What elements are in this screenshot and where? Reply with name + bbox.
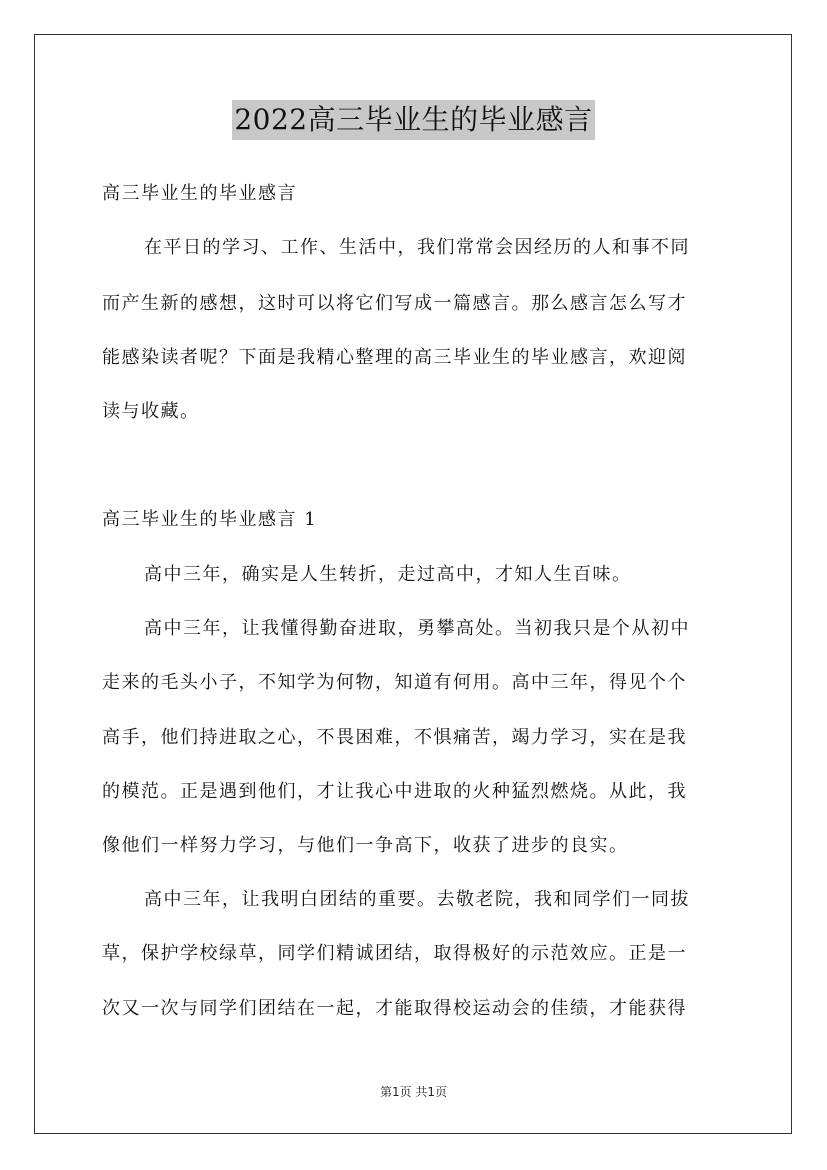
- document-title: 2022高三毕业生的毕业感言: [232, 100, 594, 140]
- paragraph-line: 高手，他们持进取之心，不畏困难，不惧痛苦，竭力学习，实在是我: [102, 727, 687, 748]
- intro-line: 能感染读者呢？下面是我精心整理的高三毕业生的毕业感言，欢迎阅: [102, 347, 687, 368]
- paragraph-line: 次又一次与同学们团结在一起，才能取得校运动会的佳绩，才能获得: [102, 998, 687, 1019]
- section-heading: 高三毕业生的毕业感言: [102, 183, 297, 204]
- intro-line: 读与收藏。: [102, 401, 200, 422]
- section-heading: 高三毕业生的毕业感言 1: [102, 509, 318, 530]
- intro-line: 而产生新的感想，这时可以将它们写成一篇感言。那么感言怎么写才: [102, 293, 687, 314]
- title-container: [0, 100, 827, 140]
- paragraph-line: 走来的毛头小子，不知学为何物，知道有何用。高中三年，得见个个: [102, 672, 687, 693]
- paragraph-line: 高中三年，确实是人生转折，走过高中，才知人生百味。: [144, 564, 632, 585]
- paragraph-line: 高中三年，让我明白团结的重要。去敬老院，我和同学们一同拔: [144, 889, 690, 910]
- paragraph-line: 像他们一样努力学习，与他们一争高下，收获了进步的良实。: [102, 835, 629, 856]
- intro-line: 在平日的学习、工作、生活中，我们常常会因经历的人和事不同: [144, 237, 690, 258]
- paragraph-line: 高中三年，让我懂得勤奋进取，勇攀高处。当初我只是个从初中: [144, 618, 690, 639]
- paragraph-line: 草，保护学校绿草，同学们精诚团结，取得极好的示范效应。正是一: [102, 943, 687, 964]
- page-footer: [0, 1083, 827, 1100]
- paragraph-line: 的模范。正是遇到他们，才让我心中进取的火种猛烈燃烧。从此，我: [102, 781, 687, 802]
- page-number: 第1页 共1页: [379, 1085, 448, 1099]
